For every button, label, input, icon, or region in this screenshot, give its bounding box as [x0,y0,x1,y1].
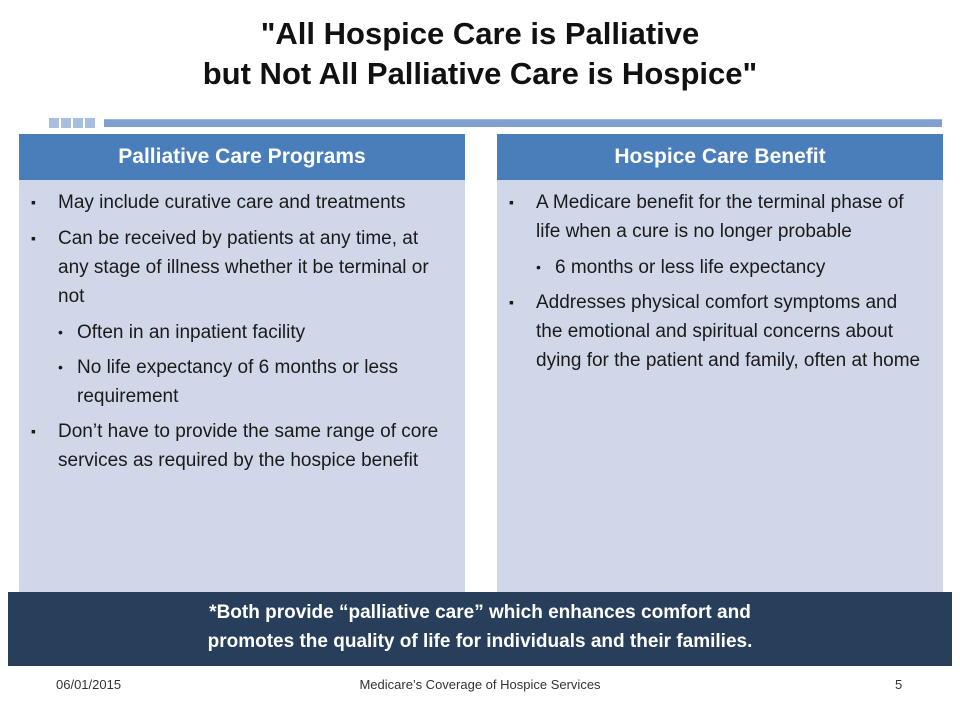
square-bullet-icon: ▪ [509,194,514,210]
hospice-care-panel [497,134,943,592]
list-item [31,224,445,311]
dot-bullet-icon: • [58,324,63,340]
summary-banner-line-1: *Both provide “palliative care” which enhances comfort and [209,602,751,623]
square-bullet-icon: ▪ [509,294,514,310]
list-item [31,417,445,475]
sub-list-item-text: 6 months or less life expectancy [555,257,826,278]
list-item [509,288,923,375]
decoration-square [61,118,71,128]
sub-list-item-text: Often in an inpatient facility [77,322,306,343]
summary-banner-line-2: promotes the quality of life for individuals and their families. [207,631,753,652]
square-bullet-icon: ▪ [31,194,36,210]
sub-list-item-text: No life expectancy of 6 months or less requirement [77,357,399,407]
palliative-care-heading: Palliative Care Programs [19,134,465,180]
palliative-care-panel [19,134,465,592]
dot-bullet-icon: • [58,359,63,375]
sub-list-item [58,318,445,347]
sub-list-item [536,253,923,282]
slide-title-line-2: but Not All Palliative Care is Hospice" [202,56,758,91]
list-item [31,188,445,217]
slide-title [0,14,960,94]
palliative-care-list [19,180,465,475]
square-bullet-icon: ▪ [31,423,36,439]
list-item-text: A Medicare benefit for the terminal phase of life when a cure is no longer probable [536,192,904,242]
footer-date: 06/01/2015 [56,677,122,692]
footer-presentation-title: Medicare’s Coverage of Hospice Services [359,677,601,692]
footer-page-number: 5 [895,677,903,692]
hospice-care-list [497,180,943,375]
decoration-square [73,118,83,128]
title-underline-bar [104,119,942,127]
list-item [509,188,923,246]
title-decoration-squares [49,117,97,129]
slide-title-line-1: "All Hospice Care is Palliative [260,16,700,51]
summary-banner [8,592,952,666]
list-item-text: Can be received by patients at any time, at any stage of illness whether it be terminal or not [58,228,429,307]
square-bullet-icon: ▪ [31,230,36,246]
hospice-care-heading: Hospice Care Benefit [497,134,943,180]
decoration-square [85,118,95,128]
list-item-text: May include curative care and treatments [58,192,406,213]
sub-list-item [58,353,445,411]
list-item-text: Don’t have to provide the same range of core services as required by the hospice benefit [58,421,439,471]
list-item-text: Addresses physical comfort symptoms and the emotional and spiritual concerns about dying for the patient and family, often at home [536,292,921,371]
dot-bullet-icon: • [536,259,541,275]
decoration-square [49,118,59,128]
